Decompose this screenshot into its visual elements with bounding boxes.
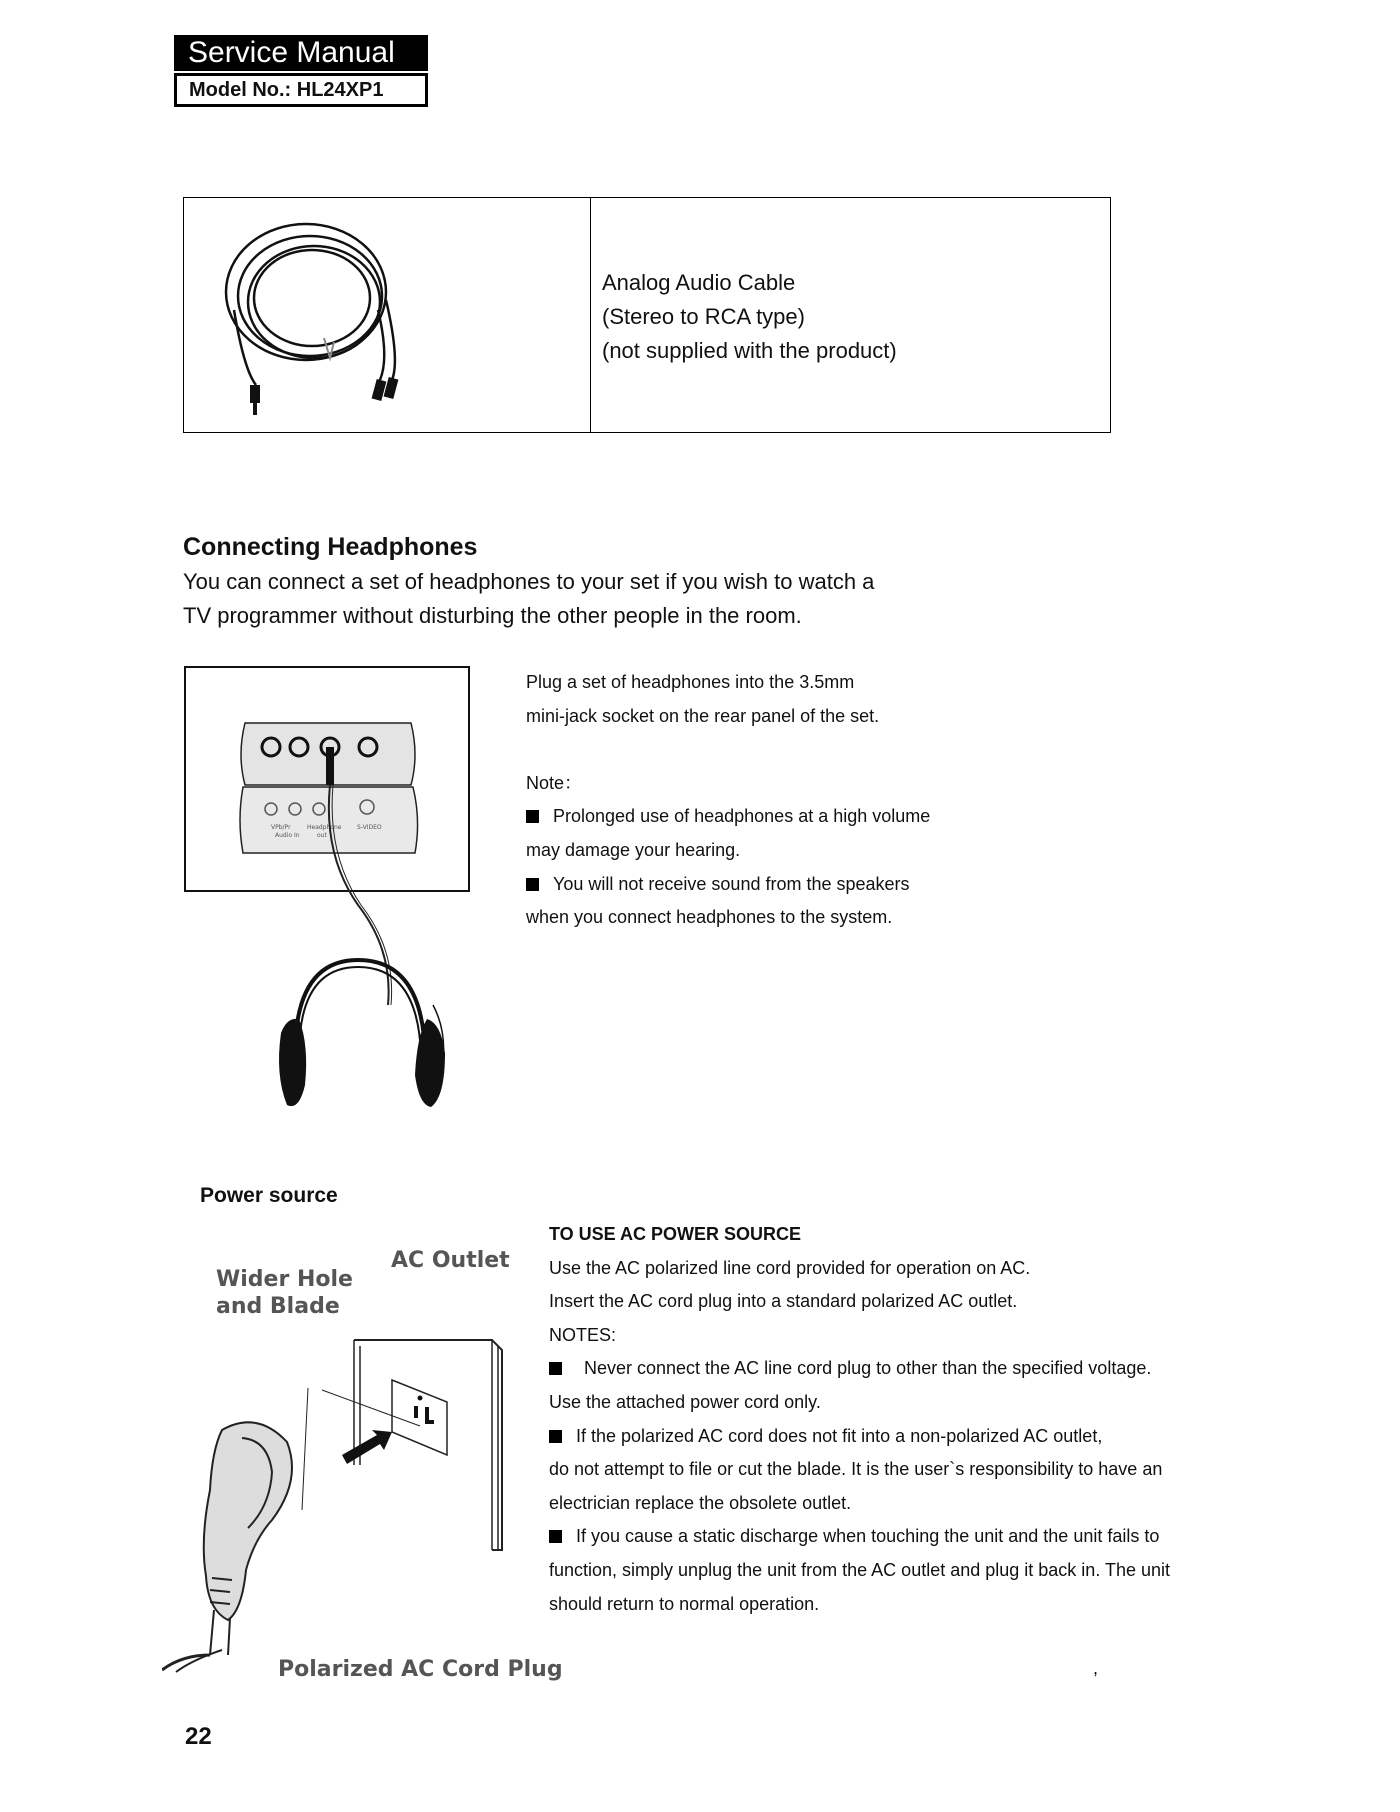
ac-bullet-2-cont-2: electrician replace the obsolete outlet.	[549, 1492, 852, 1513]
ac-bullet-2-cont-1: do not attempt to file or cut the blade. It is the user`s responsibility to have an	[549, 1459, 1163, 1480]
ac-bullet-3-cont-1: function, simply unplug the unit from the AC outlet and plug it back in. The unit	[549, 1559, 1171, 1580]
audio-cable-illustration	[214, 210, 424, 430]
ac-bullet-1: Never connect the AC line cord plug to other than the specified voltage.	[584, 1358, 1152, 1379]
headphones-title: Connecting Headphones	[183, 533, 478, 561]
square-bullet-icon	[526, 878, 539, 891]
wider-hole-line-1: Wider Hole	[216, 1267, 353, 1292]
page-number: 22	[185, 1723, 212, 1750]
headphone-connection-illustration	[183, 665, 483, 1115]
note-bullet-1: Prolonged use of headphones at a high volume	[553, 806, 931, 827]
notes-label: NOTES:	[549, 1324, 617, 1345]
panel-label-audio-in: Audio In	[275, 832, 300, 839]
ac-plug-label: Polarized AC Cord Plug	[278, 1657, 563, 1682]
note-bullet-2-cont: when you connect headphones to the system.	[526, 907, 893, 928]
cable-type: (Stereo to RCA type)	[602, 304, 805, 329]
note-bullet-1-cont: may damage your hearing.	[526, 839, 741, 860]
square-bullet-icon	[549, 1362, 562, 1375]
panel-label-headphone: Headphone	[307, 824, 342, 831]
wider-hole-label	[216, 1266, 353, 1320]
ac-line-2: Insert the AC cord plug into a standard polarized AC outlet.	[549, 1291, 1018, 1312]
cable-note: (not supplied with the product)	[602, 338, 897, 363]
stray-mark: ,	[1093, 1658, 1099, 1678]
power-source-title: Power source	[200, 1184, 338, 1207]
ac-bullet-3-cont-2: should return to normal operation.	[549, 1593, 820, 1614]
panel-label-vpbpr: VPb/Pr	[271, 824, 291, 831]
wider-hole-line-2: and Blade	[216, 1294, 340, 1319]
cable-name: Analog Audio Cable	[602, 270, 796, 295]
cable-table	[183, 197, 1111, 433]
manual-title: Service Manual	[174, 35, 428, 71]
cable-description	[602, 266, 897, 368]
model-number: Model No.: HL24XP1	[174, 73, 428, 107]
ac-outlet-label: AC Outlet	[391, 1248, 510, 1273]
ac-line-1: Use the AC polarized line cord provided for operation on AC.	[549, 1257, 1031, 1278]
ac-bullet-3: If you cause a static discharge when touching the unit and the unit fails to	[576, 1526, 1160, 1547]
instruction-line-2: mini-jack socket on the rear panel of the set.	[526, 705, 880, 726]
headphones-intro	[183, 565, 983, 633]
square-bullet-icon	[526, 810, 539, 823]
ac-heading: TO USE AC POWER SOURCE	[549, 1224, 802, 1244]
panel-label-out: out	[317, 832, 327, 839]
ac-bullet-1-cont: Use the attached power cord only.	[549, 1391, 821, 1412]
note-bullet-2: You will not receive sound from the speakers	[553, 873, 910, 894]
table-divider	[590, 198, 591, 432]
note-label: Note：	[526, 772, 583, 793]
intro-line-1: You can connect a set of headphones to your set if you wish to watch a	[183, 569, 875, 594]
intro-line-2: TV programmer without disturbing the other people in the room.	[183, 603, 802, 628]
square-bullet-icon	[549, 1530, 562, 1543]
instruction-line-1: Plug a set of headphones into the 3.5mm	[526, 672, 855, 692]
ac-power-instructions	[549, 1218, 1249, 1621]
panel-label-s-video: S-VIDEO	[357, 824, 382, 831]
headphones-instructions	[526, 666, 1006, 935]
ac-bullet-2: If the polarized AC cord does not fit into a non-polarized AC outlet,	[576, 1425, 1103, 1446]
square-bullet-icon	[549, 1430, 562, 1443]
